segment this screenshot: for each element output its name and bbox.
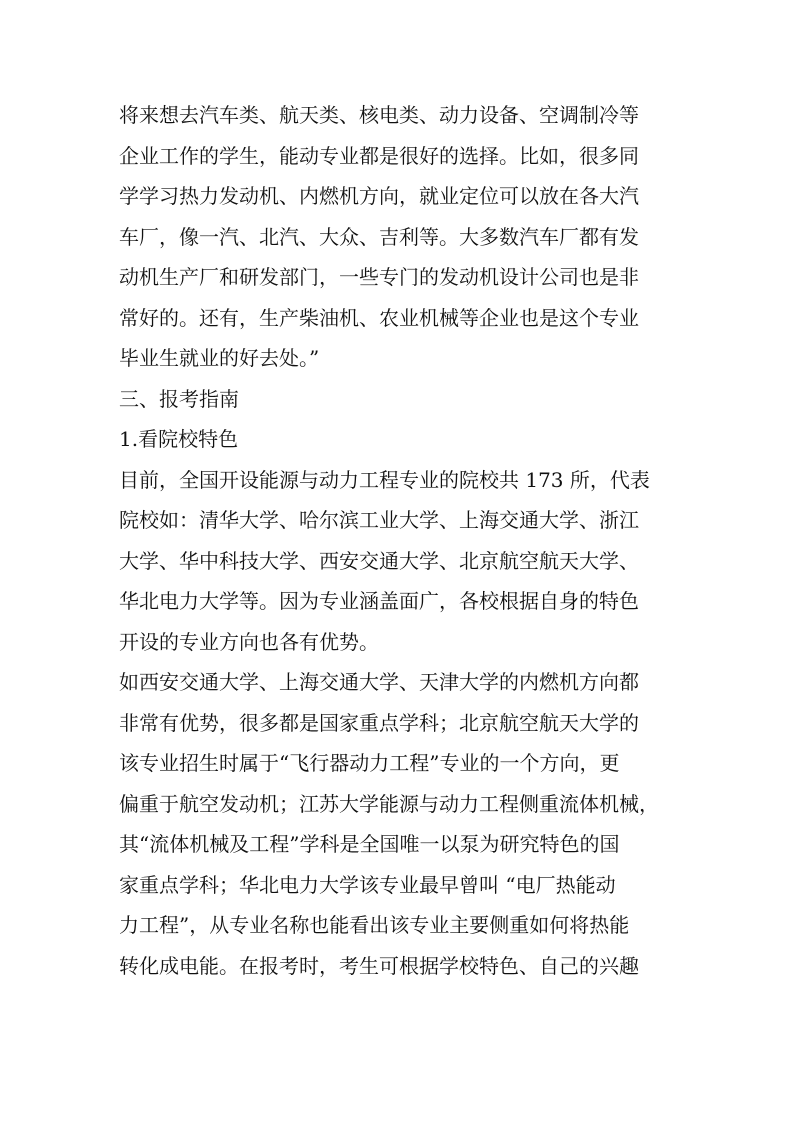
paragraph-line: 学学习热力发动机、内燃机方向，就业定位可以放在各大汽 bbox=[119, 184, 639, 208]
subsection-heading: 1.看院校特色 bbox=[119, 427, 239, 451]
paragraph-line: 动机生产厂和研发部门，一些专门的发动机设计公司也是非 bbox=[119, 265, 639, 289]
paragraph-line: 如西安交通大学、上海交通大学、天津大学的内燃机方向都 bbox=[119, 670, 639, 694]
paragraph-line: 大学、华中科技大学、西安交通大学、北京航空航天大学、 bbox=[119, 548, 639, 573]
paragraph-line: 常好的。还有，生产柴油机、农业机械等企业也是这个专业 bbox=[119, 305, 639, 330]
document-body bbox=[119, 95, 679, 986]
paragraph-line: 力工程”，从专业名称也能看出该专业主要侧重如何将热能 bbox=[119, 913, 630, 937]
paragraph-line: 开设的专业方向也各有优势。 bbox=[119, 629, 379, 654]
paragraph-line: 目前，全国开设能源与动力工程专业的院校共 173 所，代表 bbox=[119, 467, 650, 492]
paragraph-line: 将来想去汽车类、航天类、核电类、动力设备、空调制冷等 bbox=[119, 103, 639, 127]
paragraph-line: 该专业招生时属于“飞行器动力工程”专业的一个方向，更 bbox=[119, 751, 620, 775]
paragraph-line: 偏重于航空发动机；江苏大学能源与动力工程侧重流体机械， bbox=[119, 791, 659, 816]
paragraph-line: 企业工作的学生，能动专业都是很好的选择。比如，很多同 bbox=[119, 143, 639, 168]
paragraph-line: 其“流体机械及工程”学科是全国唯一以泵为研究特色的国 bbox=[119, 832, 620, 856]
paragraph-line: 非常有优势，很多都是国家重点学科；北京航空航天大学的 bbox=[119, 710, 639, 735]
paragraph-line: 华北电力大学等。因为专业涵盖面广，各校根据自身的特色 bbox=[119, 589, 639, 613]
section-heading: 三、报考指南 bbox=[119, 386, 239, 411]
paragraph-line: 家重点学科；华北电力大学该专业最早曾叫 “电厂热能动 bbox=[119, 872, 616, 897]
paragraph-line: 车厂，像一汽、北汽、大众、吉利等。大多数汽车厂都有发 bbox=[119, 224, 639, 249]
paragraph-line: 毕业生就业的好去处。” bbox=[119, 346, 320, 370]
paragraph-line: 转化成电能。在报考时，考生可根据学校特色、自己的兴趣 bbox=[119, 953, 639, 978]
paragraph-line: 院校如：清华大学、哈尔滨工业大学、上海交通大学、浙江 bbox=[119, 508, 639, 532]
